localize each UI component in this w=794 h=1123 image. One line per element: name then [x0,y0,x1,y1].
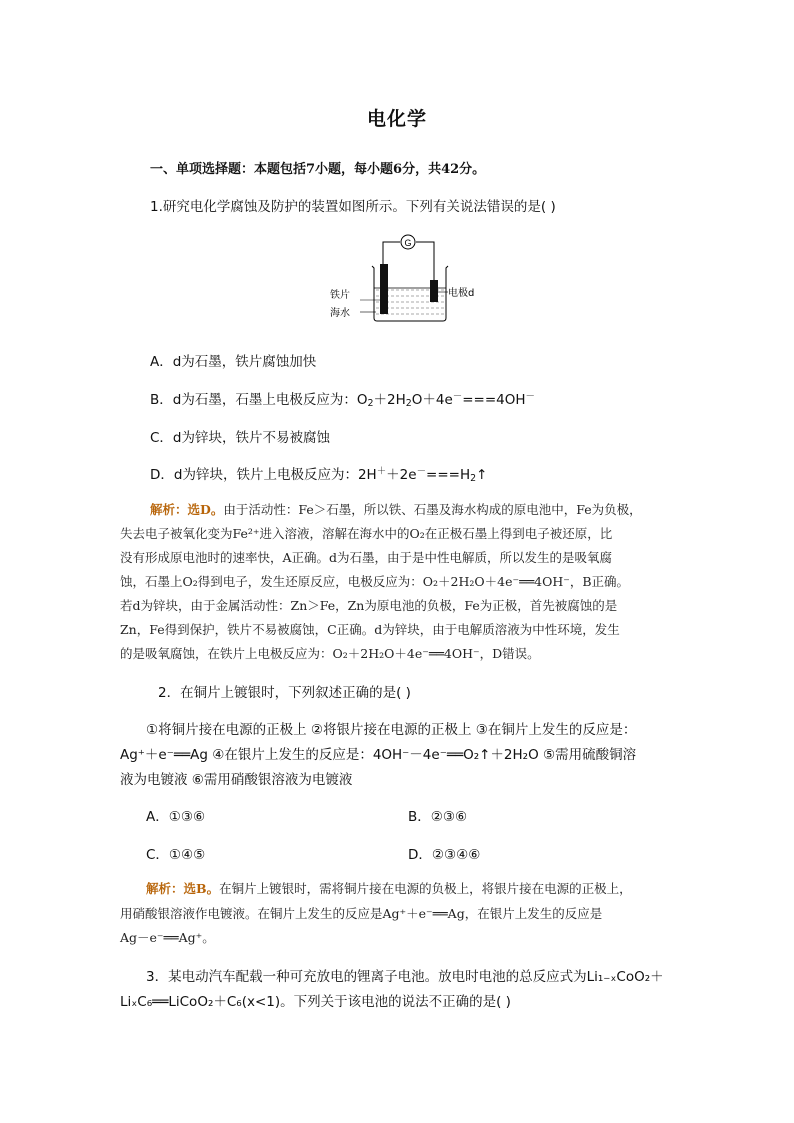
label-iron: 铁片 [330,290,350,301]
q2-statement-line: ①将铜片接在电源的正极上 ②将银片接在电源的正极上 ③在铜片上发生的反应是： [146,722,637,738]
q1-analysis-line: 若d为锌块，由于金属活动性：Zn＞Fe，Zn为原电池的负极，Fe为正极，首先被腐蚀的是 [120,598,618,613]
q1-analysis-line: 解析：选D。由于活动性：Fe＞石墨，所以铁、石墨及海水构成的原电池中，Fe为负极， [150,502,642,517]
q1-analysis-line: 的是吸氧腐蚀，在铁片上电极反应为：O₂＋2H₂O＋4e⁻══4OH⁻，D错误。 [120,646,540,661]
q2-option-a: A．①③⑥ [146,809,206,825]
q2-statement-line: Ag⁺＋e⁻══Ag ④在银片上发生的反应是：4OH⁻－4e⁻══O₂↑＋2H₂O ⑤需用硫酸铜溶 [120,747,637,763]
apparatus-figure [330,228,475,328]
electrode-d [430,280,438,302]
q1-analysis-line: Zn，Fe得到保护，铁片不易被腐蚀，C正确。d为锌块，由于电解质溶液为中性环境，发生 [120,622,620,637]
q1-option-d: D．d为锌块，铁片上电极反应为：$2H^++2e^-===H_2↑$ [150,466,488,484]
q1-analysis-line: 蚀，石墨上O₂得到电子，发生还原反应，电极反应为：O₂＋2H₂O＋4e⁻══4OH⁻，B正确。 [120,574,630,589]
q1-analysis-line: 失去电子被氧化变为Fe²⁺进入溶液，溶解在海水中的O₂在正极石墨上得到电子被还原，比 [120,526,613,541]
galvanometer-label: G [404,238,412,248]
q2-analysis-line: 解析：选B。在铜片上镀银时，需将铜片接在电源的负极上，将银片接在电源的正极上， [146,881,632,896]
q1-option-b: B．d为石墨，石墨上电极反应为：$O_2+2H_2O+4e^-===4OH^-$ [150,391,535,409]
q2-stem: 2．在铜片上镀银时，下列叙述正确的是( ) [158,685,411,701]
q2-statement-line: 液为电镀液 ⑥需用硝酸银溶液为电镀液 [120,772,353,788]
q1-option-c: C．d为锌块，铁片不易被腐蚀 [150,430,330,446]
label-electrode: 电极d [448,288,475,299]
q3-stem-line: 3．某电动汽车配载一种可充放电的锂离子电池。放电时电池的总反应式为Li₁₋ₓCoO₂＋ [146,969,664,985]
iron-plate [380,264,388,314]
q3-stem-line: LiₓC₆══LiCoO₂＋C₆(x<1)。下列关于该电池的说法不正确的是( ) [120,994,511,1010]
q1-analysis-line: 没有形成原电池时的速率快，A正确。d为石墨，由于是中性电解质，所以发生的是吸氧腐 [120,550,613,565]
section-header: 一、单项选择题：本题包括7小题，每小题6分，共42分。 [150,162,486,177]
q2-option-b: B．②③⑥ [408,809,468,825]
q2-option-d: D．②③④⑥ [408,847,481,863]
q2-analysis-line: Ag－e⁻══Ag⁺。 [120,930,215,945]
q1-option-a: A．d为石墨，铁片腐蚀加快 [150,354,317,370]
q2-analysis-line: 用硝酸银溶液作电镀液。在铜片上发生的反应是Ag⁺＋e⁻══Ag，在银片上发生的反应是 [120,906,603,921]
q1-stem: 1.研究电化学腐蚀及防护的装置如图所示。下列有关说法错误的是( ) [150,199,556,215]
page-title: 电化学 [366,108,427,130]
label-seawater: 海水 [330,308,350,319]
q2-option-c: C．①④⑤ [146,847,206,863]
